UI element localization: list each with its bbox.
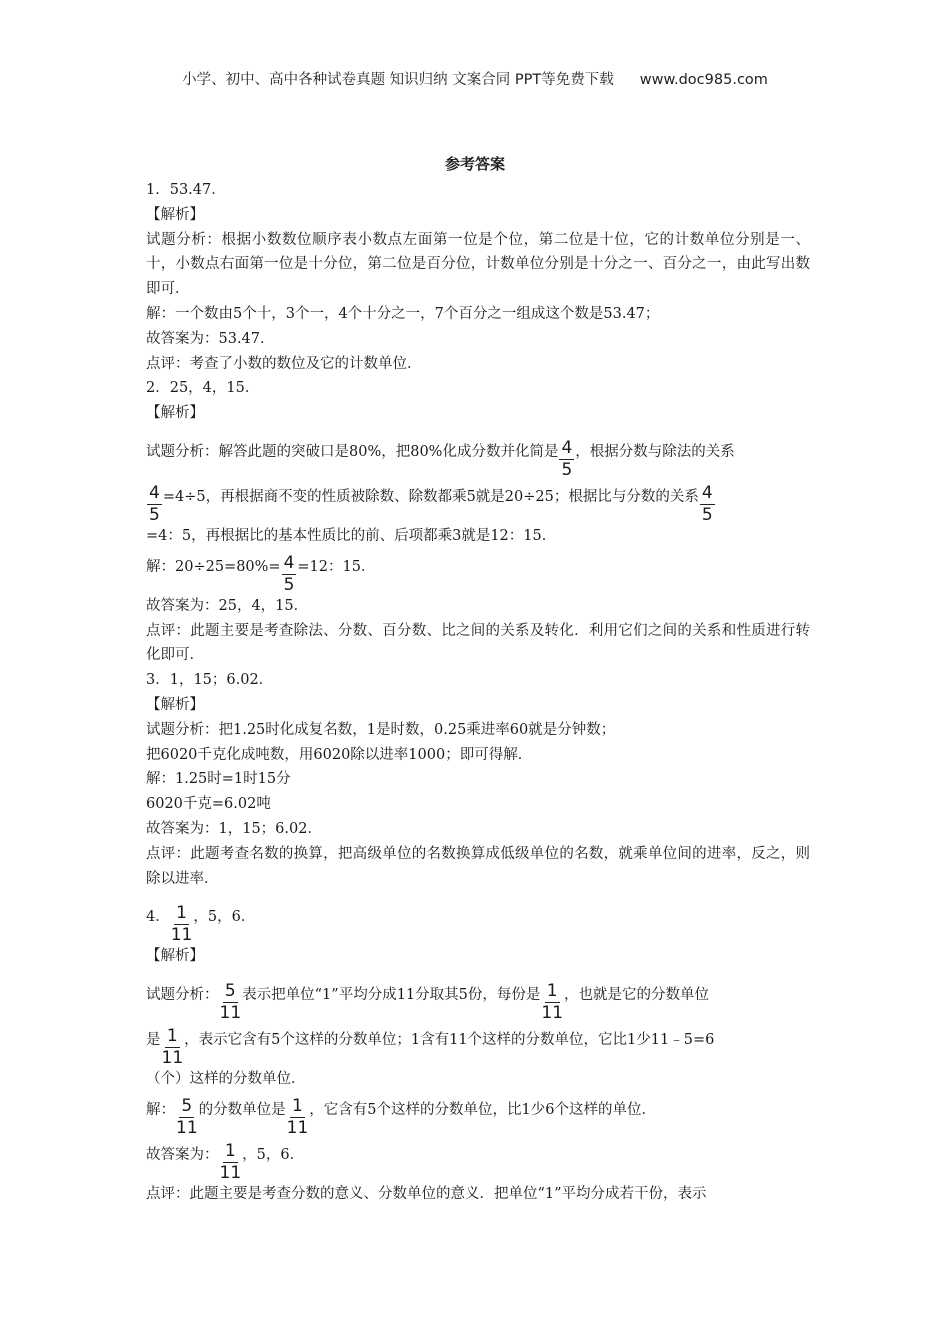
q4-solution: 解： $\frac{5}{11}$ 的分数单位是 $\frac{1}{11}$ ，它含有5个这样的分数单位，比1少6个这样的单位． xyxy=(146,1095,656,1138)
q2-comment: 点评：此题主要是考查除法、分数、百分数、比之间的关系及转化．利用它们之间的关系和性质进行转化即可． xyxy=(146,622,810,664)
fraction-four-fifths: $\frac{4}{5}$ xyxy=(561,437,573,480)
q4-analysis-line2: 是 $\frac{1}{11}$ ，表示它含有5个这样的分数单位；1含有11个这样的分数单位，它比1少11﹣5=6 xyxy=(146,1026,715,1069)
q3-solution-line2: 6020千克=6.02吨 xyxy=(146,796,271,813)
q3-solution-line1: 解：1.25时=1时15分 xyxy=(146,771,291,788)
q3-analysis-line2: 把6020千克化成吨数，用6020除以进率1000；即可得解． xyxy=(146,746,533,763)
q2-final: 故答案为：25，4，15． xyxy=(146,597,309,614)
fraction-one-eleventh: $\frac{1}{11}$ xyxy=(161,1026,184,1069)
q3-final: 故答案为：1，15；6.02． xyxy=(146,820,322,837)
fraction-four-fifths: $\frac{4}{5}$ xyxy=(149,482,160,525)
fraction-one-eleventh: $\frac{1}{11}$ xyxy=(541,981,564,1024)
q3-comment: 点评：此题考查名数的换算，把高级单位的名数换算成低级单位的名数，就乘单位间的进率，反之，则除以进率． xyxy=(146,845,810,887)
answer-body xyxy=(146,178,810,1207)
banner-url[interactable]: www.doc985.com xyxy=(639,72,768,88)
q2-tag: 【解析】 xyxy=(146,405,204,422)
fraction-five-elevenths: $\frac{5}{11}$ xyxy=(176,1095,198,1138)
q2-analysis-line3: =4：5，再根据比的基本性质比的前、后项都乘3就是12：15． xyxy=(146,527,557,544)
q1-tag: 【解析】 xyxy=(146,206,204,223)
fraction-four-fifths: $\frac{4}{5}$ xyxy=(701,482,713,525)
q2-analysis-line2: $\frac{4}{5}$ =4÷5，再根据商不变的性质被除数、除数都乘5就是20÷25；根据比与分数的关系 $\frac{4}{5}$ xyxy=(149,482,713,525)
fraction-one-eleventh: $\frac{1}{11}$ xyxy=(219,1140,242,1183)
q4-answer: 4． $\frac{1}{11}$ ，5，6． xyxy=(146,903,256,946)
fraction-one-eleventh: $\frac{1}{11}$ xyxy=(286,1095,309,1138)
header-banner xyxy=(0,68,950,89)
q3-answer: 3．1，15；6.02． xyxy=(146,672,274,689)
banner-text: 小学、初中、高中各种试卷真题 知识归纳 文案合同 PPT等免费下载 xyxy=(182,72,614,88)
fraction-one-eleventh: $\frac{1}{11}$ xyxy=(170,903,193,946)
q3-tag: 【解析】 xyxy=(146,696,204,713)
q2-answer: 2．25，4，15． xyxy=(146,380,260,397)
q4-analysis-line3: （个）这样的分数单位． xyxy=(146,1071,306,1088)
q1-comment: 点评：考查了小数的数位及它的计数单位． xyxy=(146,355,422,372)
q1-analysis: 试题分析：根据小数数位顺序表小数点左面第一位是个位，第二位是十位，它的计数单位分别是一、十，小数点右面第一位是十分位，第二位是百分位，计数单位分别是十分之一、百分之一，由此写出数即可． xyxy=(146,231,810,298)
q2-analysis-line1: 试题分析：解答此题的突破口是80%，把80%化成分数并化简是 $\frac{4}{5}$ ，根据分数与除法的关系 xyxy=(146,437,735,480)
q1-answer: 1．53.47． xyxy=(146,182,226,198)
q3-analysis-line1: 试题分析：把1.25时化成复名数，1是时数，0.25乘进率60就是分钟数； xyxy=(146,721,616,738)
fraction-four-fifths: $\frac{4}{5}$ xyxy=(283,552,295,595)
fraction-five-elevenths: $\frac{5}{11}$ xyxy=(219,981,242,1024)
q4-final: 故答案为： $\frac{1}{11}$ ，5，6． xyxy=(146,1140,305,1183)
q1-solution: 解：一个数由5个十，3个一，4个十分之一，7个百分之一组成这个数是53.47； xyxy=(146,305,660,322)
q2-solution: 解：20÷25=80%= $\frac{4}{5}$ =12：15． xyxy=(146,552,376,595)
page-title: 参考答案 xyxy=(444,155,505,173)
q4-analysis-line1: 试题分析： $\frac{5}{11}$ 表示把单位“1”平均分成11分取其5份，每份是 $\frac{1}{11}$ ，也就是它的分数单位 xyxy=(146,981,710,1024)
q4-comment: 点评：此题主要是考查分数的意义、分数单位的意义．把单位“1”平均分成若干份，表示 xyxy=(146,1185,707,1202)
q4-tag: 【解析】 xyxy=(146,948,204,965)
q1-final: 故答案为：53.47． xyxy=(146,330,275,347)
